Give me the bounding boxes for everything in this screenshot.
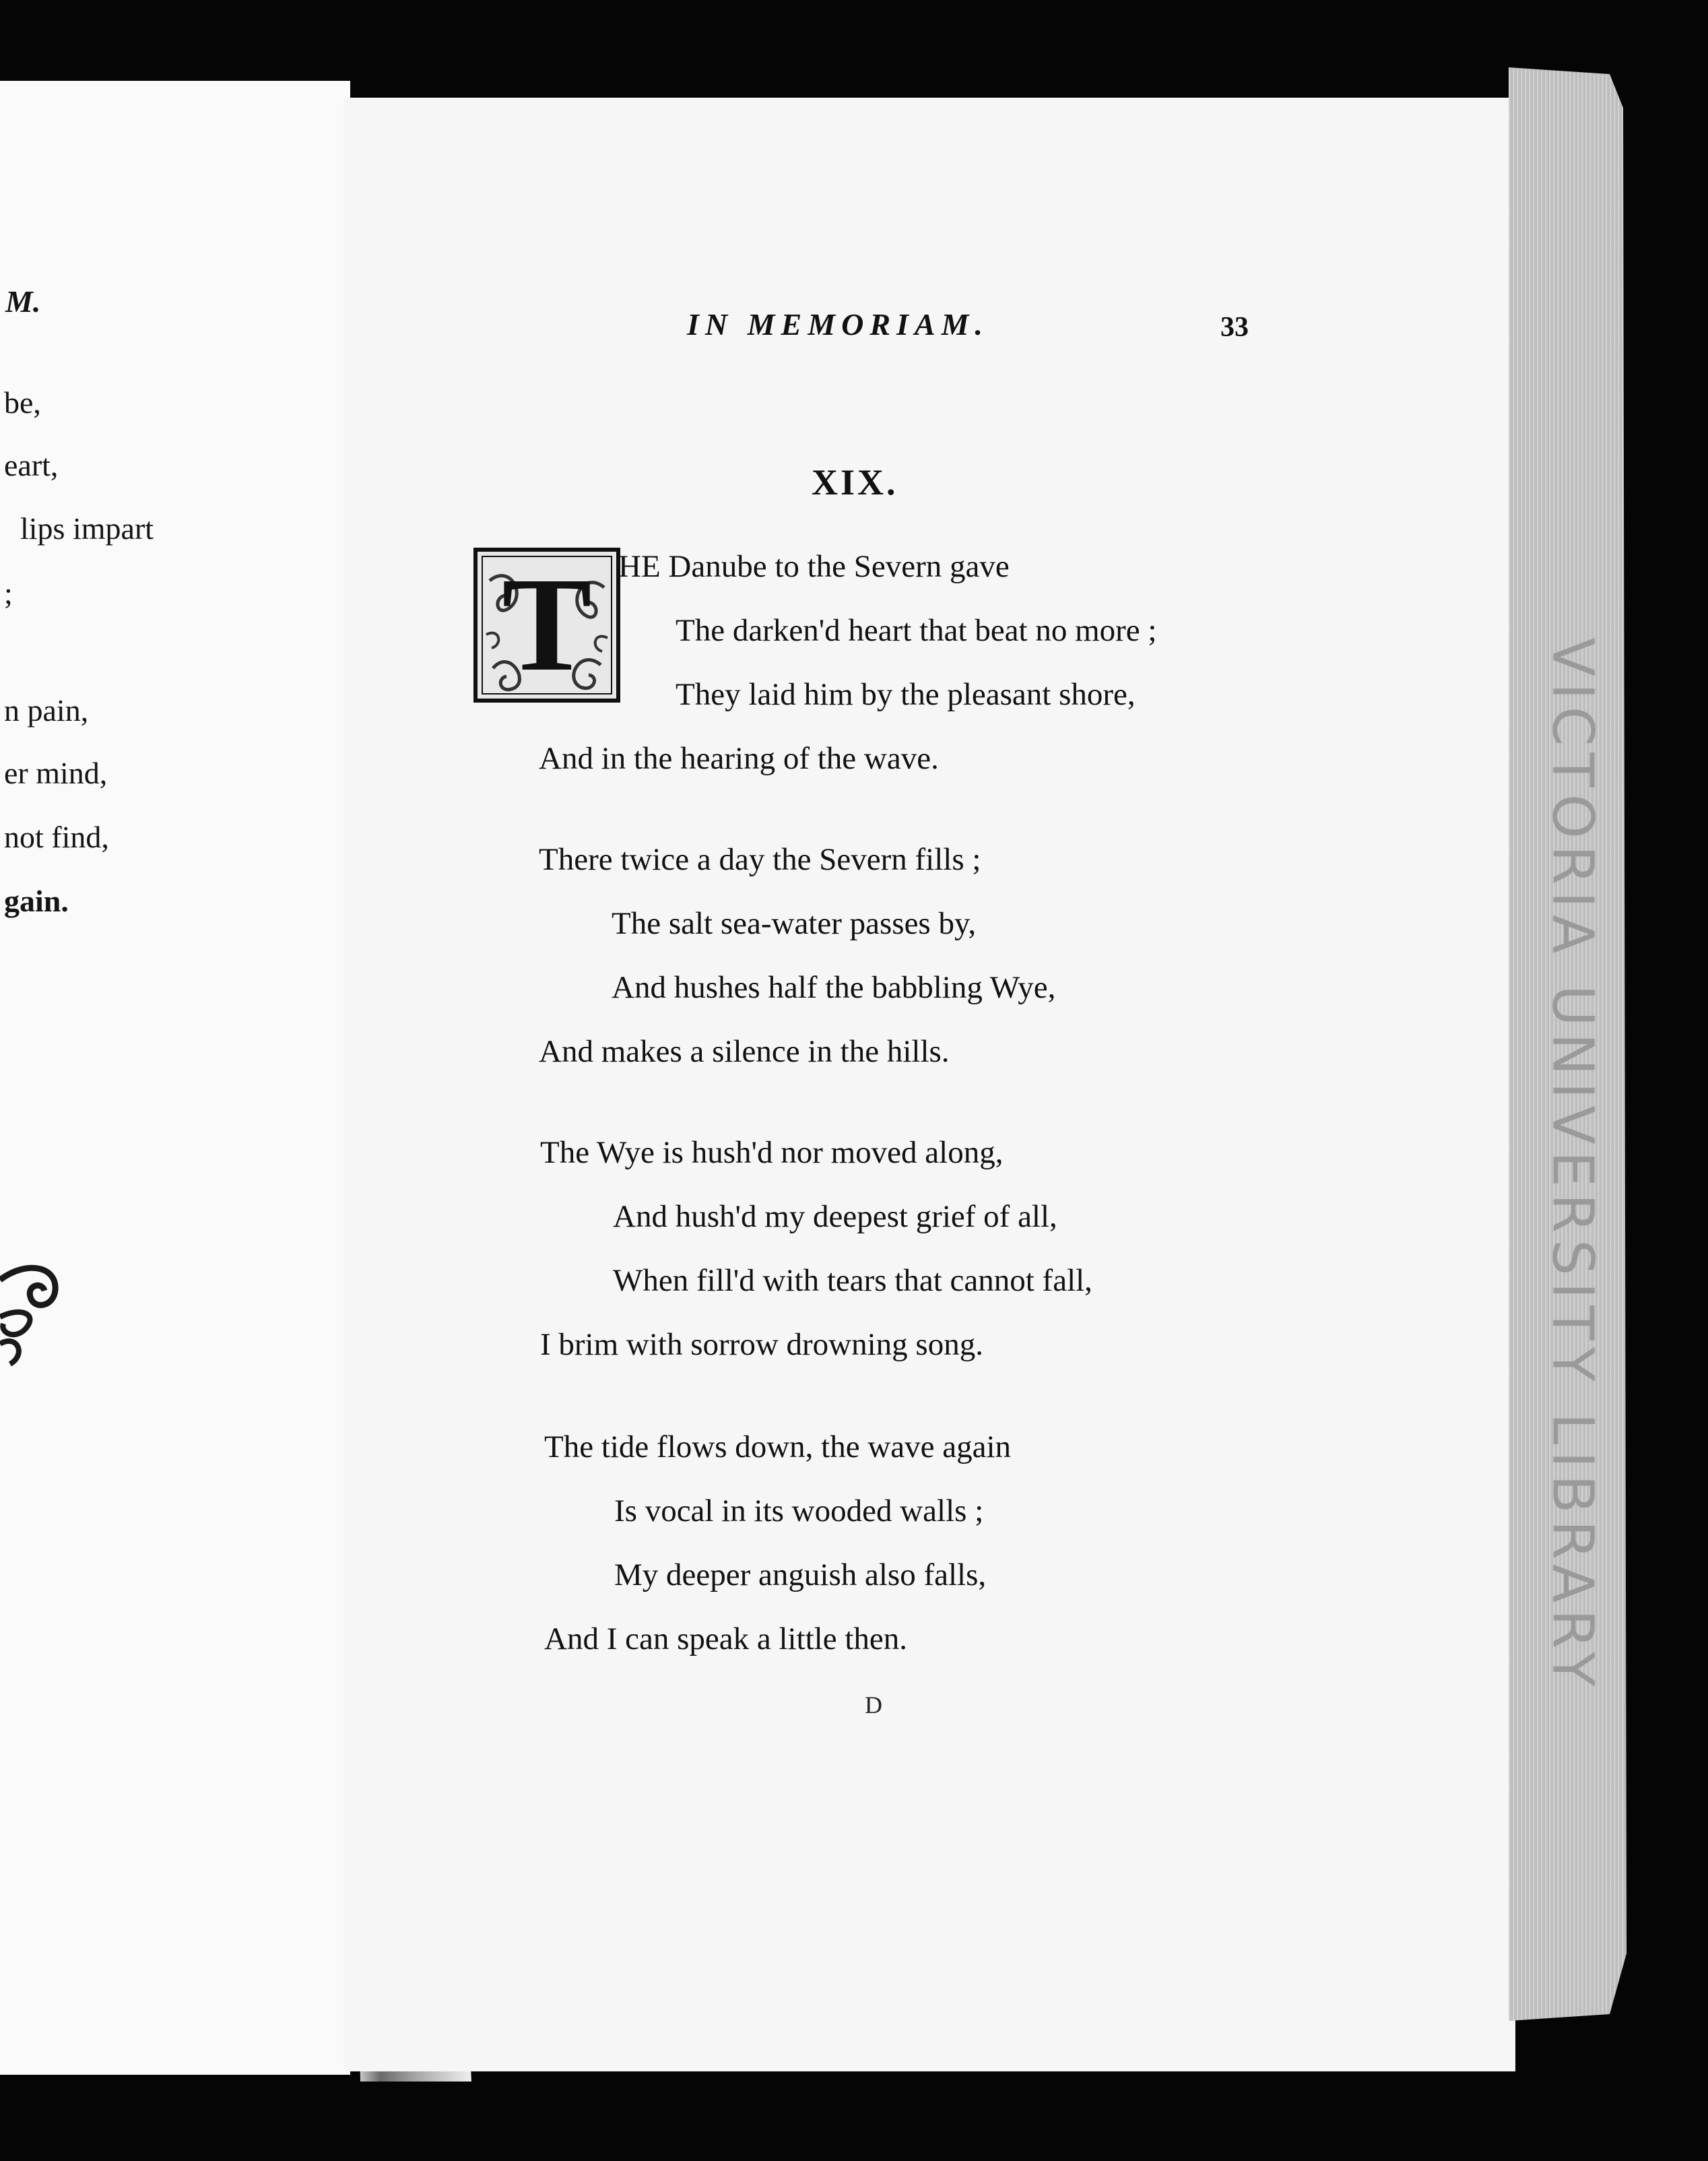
drop-cap-letter: T [502,550,592,699]
verse-line: There twice a day the Severn fills ; [539,842,981,877]
drop-cap [473,547,621,703]
left-page [0,81,350,2075]
right-page [343,98,1515,2071]
verse-line: And in the hearing of the wave. [539,741,939,776]
library-stamp-text: VICTORIA UNIVERSITY LIBRARY [1540,637,1606,1694]
verse-line: My deeper anguish also falls, [614,1557,987,1592]
verse-line: And hush'd my deepest grief of all, [613,1199,1057,1234]
left-text-line: er mind, [4,756,108,790]
library-stamp [1519,637,1627,1694]
left-text-line: be, [4,385,41,420]
verse-line: The salt sea-water passes by, [612,906,977,941]
verse-line: And hushes half the babbling Wye, [612,970,1056,1005]
left-text-line: eart, [4,448,59,482]
section-number: XIX. [812,462,898,503]
scroll-ornament-icon [0,1253,81,1374]
verse-line: They laid him by the pleasant shore, [676,677,1136,712]
left-text-line: not find, [4,820,109,854]
left-running-head-fragment: M. [5,284,41,319]
left-text-line: ; [4,576,13,610]
verse-line: And I can speak a little then. [544,1621,908,1656]
verse-line: HE Danube to the Severn gave [618,549,1010,584]
verse-line: Is vocal in its wooded walls ; [614,1493,984,1528]
verse-line: And makes a silence in the hills. [539,1034,950,1069]
verse-line: The Wye is hush'd nor moved along, [540,1135,1004,1170]
verse-line: The darken'd heart that beat no more ; [676,613,1157,648]
verse-line: When fill'd with tears that cannot fall, [613,1263,1092,1298]
signature-mark: D [865,1691,882,1718]
page-number: 33 [1220,312,1249,343]
running-head: IN MEMORIAM. [687,307,989,342]
left-text-line: lips impart [20,511,154,546]
verse-line: The tide flows down, the wave again [544,1429,1012,1464]
left-text-line: gain. [4,884,69,918]
verse-line: I brim with sorrow drowning song. [540,1327,983,1362]
left-text-line: n pain, [4,693,89,728]
